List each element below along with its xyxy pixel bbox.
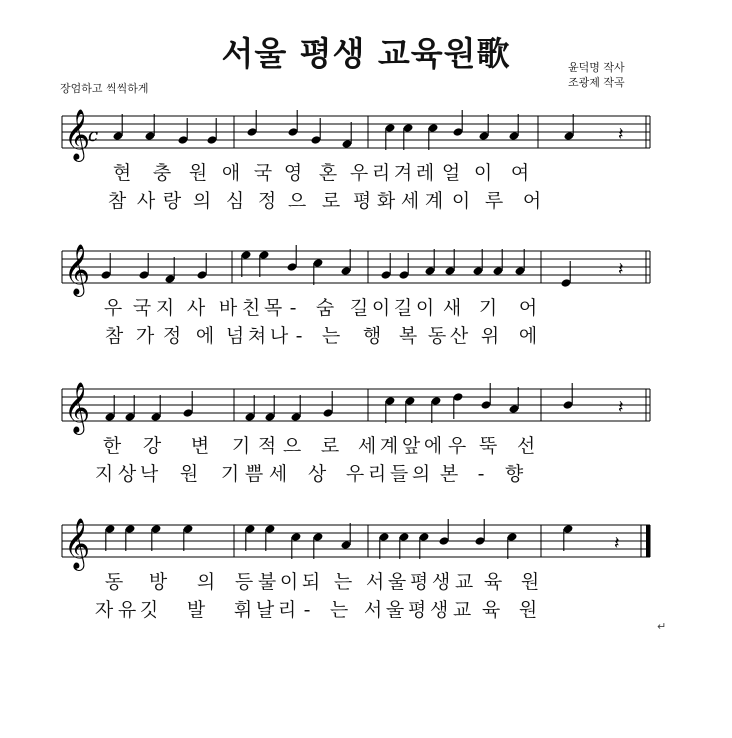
syllable: 울 (387, 571, 407, 593)
syllable: 적 (257, 435, 277, 457)
syllable: 우 (345, 463, 365, 485)
syllable: 여 (510, 162, 530, 184)
syllable: 평 (352, 190, 372, 212)
song-title: 서울 평생 교육원歌 (221, 34, 511, 73)
syllable: 에 (195, 325, 215, 347)
syllable: 혼 (318, 162, 338, 184)
syllable: 참 (107, 190, 127, 212)
syllable: 얼 (441, 162, 461, 184)
quarter-rest-icon: 𝄽 (614, 533, 620, 554)
syllable: 교 (454, 571, 474, 593)
syllable: 국 (132, 297, 152, 319)
lyrics-system-2-verse-1 (96, 293, 548, 319)
syllable: 나 (269, 325, 289, 347)
syllable: 원 (520, 571, 540, 593)
syllable: 는 (329, 599, 349, 621)
syllable: 정 (257, 190, 277, 212)
syllable: 리 (277, 599, 297, 621)
syllable: 본 (439, 463, 459, 485)
syllable: 평 (409, 571, 429, 593)
syllable: 현 (112, 162, 132, 184)
syllable: 원 (188, 162, 208, 184)
syllable: 행 (362, 325, 382, 347)
composer: 조광제 작곡 (568, 76, 625, 89)
syllable: 강 (142, 435, 162, 457)
syllable: 발 (186, 599, 206, 621)
syllable: 으 (282, 435, 302, 457)
syllable: 서 (365, 571, 385, 593)
syllable: 사 (186, 297, 206, 319)
syllable: 육 (481, 599, 501, 621)
syllable: 산 (449, 325, 469, 347)
syllable: 세 (357, 435, 377, 457)
syllable: 정 (162, 325, 182, 347)
syllable: 가 (135, 325, 155, 347)
syllable: 우 (447, 435, 467, 457)
syllable: 쁨 (244, 463, 264, 485)
syllable: - (289, 297, 297, 319)
syllable: 루 (484, 190, 504, 212)
syllable: 위 (480, 325, 500, 347)
syllable: 목 (263, 297, 283, 319)
syllable: 상 (307, 463, 327, 485)
time-signature: c (88, 125, 99, 146)
syllable: 지 (94, 463, 114, 485)
syllable: 앞 (401, 435, 421, 457)
syllable: 우 (349, 162, 369, 184)
syllable: 는 (321, 325, 341, 347)
syllable: 기 (220, 463, 240, 485)
quarter-rest-icon: 𝄽 (618, 259, 624, 280)
syllable: 리 (371, 162, 391, 184)
syllable: 우 (103, 297, 123, 319)
syllable: 충 (152, 162, 172, 184)
syllable: 변 (190, 435, 210, 457)
treble-clef-icon: 𝄞 (64, 518, 91, 569)
syllable: 로 (320, 435, 340, 457)
lyrics-system-1-verse-1 (102, 158, 540, 184)
syllable: 들 (389, 463, 409, 485)
syllable: 숨 (315, 297, 335, 319)
syllable: 울 (385, 599, 405, 621)
lyricist: 윤덕명 작사 (568, 61, 625, 74)
syllable: 친 (241, 297, 261, 319)
syllable: 참 (104, 325, 124, 347)
syllable: 한 (102, 435, 122, 457)
syllable: 화 (376, 190, 396, 212)
syllable: 휘 (233, 599, 253, 621)
syllable: 생 (431, 571, 451, 593)
syllable: 에 (423, 435, 443, 457)
syllable: 뚝 (478, 435, 498, 457)
syllable: 영 (283, 162, 303, 184)
syllable: 으 (287, 190, 307, 212)
lyrics-system-3-verse-2 (92, 459, 532, 485)
final-barline (646, 525, 650, 557)
syllable: 서 (363, 599, 383, 621)
syllable: 지 (155, 297, 175, 319)
syllable: 이 (473, 162, 493, 184)
syllable: 이 (371, 297, 391, 319)
syllable: 평 (407, 599, 427, 621)
syllable: 선 (516, 435, 536, 457)
syllable: 바 (218, 297, 238, 319)
treble-clef-icon: 𝄞 (64, 244, 91, 295)
syllable: 원 (179, 463, 199, 485)
syllable: 교 (452, 599, 472, 621)
lyrics-system-3-verse-1 (92, 431, 546, 457)
syllable: 방 (148, 571, 168, 593)
syllable: 의 (411, 463, 431, 485)
syllable: 복 (398, 325, 418, 347)
syllable: 동 (104, 571, 124, 593)
syllable: 불 (257, 571, 277, 593)
syllable: 이 (415, 297, 435, 319)
syllable: 되 (301, 571, 321, 593)
syllable: 유 (117, 599, 137, 621)
syllable: 세 (400, 190, 420, 212)
syllable: 향 (504, 463, 524, 485)
syllable: 국 (253, 162, 273, 184)
syllable: 육 (483, 571, 503, 593)
syllable: 애 (221, 162, 241, 184)
lyrics-system-2-verse-2 (96, 321, 546, 347)
syllable: 계 (424, 190, 444, 212)
syllable: 의 (196, 571, 216, 593)
syllable: 낙 (139, 463, 159, 485)
syllable: 등 (234, 571, 254, 593)
syllable: 어 (518, 297, 538, 319)
syllable: 세 (268, 463, 288, 485)
syllable: 심 (225, 190, 245, 212)
syllable: 랑 (162, 190, 182, 212)
quarter-rest-icon: 𝄽 (618, 397, 624, 418)
syllable: 어 (522, 190, 542, 212)
syllable: 깃 (139, 599, 159, 621)
syllable: 기 (478, 297, 498, 319)
treble-clef-icon: 𝄞 (64, 382, 91, 433)
quarter-rest-icon: 𝄽 (618, 124, 624, 145)
syllable: - (477, 463, 485, 485)
syllable: - (295, 325, 303, 347)
tempo-marking: 장엄하고 씩씩하게 (60, 82, 149, 95)
syllable: 이 (279, 571, 299, 593)
syllable: 상 (117, 463, 137, 485)
syllable: 계 (379, 435, 399, 457)
syllable: 겨 (393, 162, 413, 184)
syllable: 레 (415, 162, 435, 184)
syllable: 쳐 (247, 325, 267, 347)
syllable: 자 (94, 599, 114, 621)
lyrics-system-4-verse-2 (92, 595, 548, 621)
treble-clef-icon: 𝄞 (64, 109, 91, 160)
paragraph-return-mark: ↵ (657, 620, 667, 633)
syllable: 의 (192, 190, 212, 212)
syllable: 이 (451, 190, 471, 212)
syllable: 로 (321, 190, 341, 212)
syllable: 는 (333, 571, 353, 593)
syllable: 새 (442, 297, 462, 319)
syllable: 기 (231, 435, 251, 457)
syllable: 생 (429, 599, 449, 621)
syllable: 길 (393, 297, 413, 319)
syllable: - (303, 599, 311, 621)
syllable: 원 (518, 599, 538, 621)
syllable: 사 (136, 190, 156, 212)
lyrics-system-1-verse-2 (100, 186, 552, 212)
syllable: 리 (367, 463, 387, 485)
syllable: 길 (349, 297, 369, 319)
syllable: 동 (427, 325, 447, 347)
syllable: 에 (518, 325, 538, 347)
lyrics-system-4-verse-1 (92, 567, 550, 593)
syllable: 날 (255, 599, 275, 621)
syllable: 넘 (225, 325, 245, 347)
